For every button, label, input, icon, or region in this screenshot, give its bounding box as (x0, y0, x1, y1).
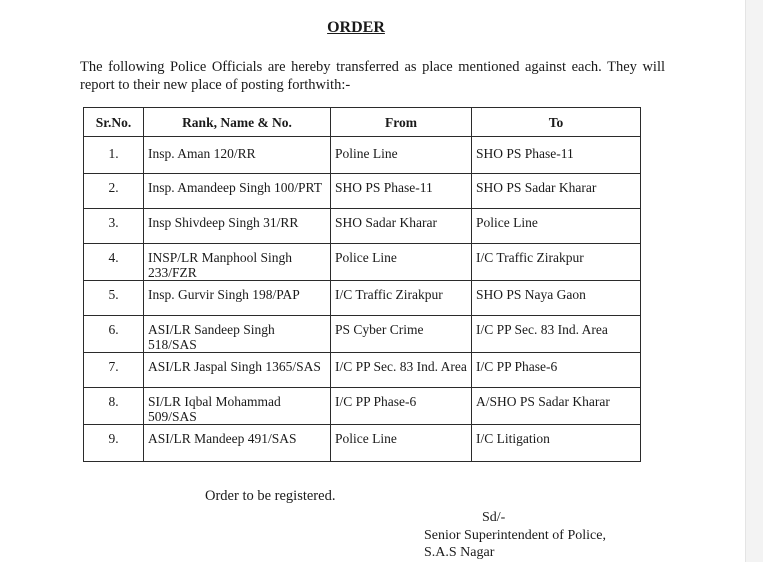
cell-to: Police Line (472, 209, 641, 244)
cell-rank-name: Insp. Aman 120/RR (144, 137, 331, 174)
cell-sr-no: 7. (84, 353, 144, 388)
cell-rank-name: INSP/LR Manphool Singh 233/FZR (144, 244, 331, 281)
cell-rank-name: ASI/LR Mandeep 491/SAS (144, 425, 331, 462)
intro-paragraph: The following Police Officials are hereby transferred as place mentioned against each. They will report to their new place of posting forthwith:- (80, 59, 665, 93)
cell-sr-no: 8. (84, 388, 144, 425)
cell-from: SHO PS Phase-11 (331, 174, 472, 209)
cell-to: SHO PS Phase-11 (472, 137, 641, 174)
cell-to: I/C PP Sec. 83 Ind. Area (472, 316, 641, 353)
header-rank-name: Rank, Name & No. (144, 108, 331, 137)
table-row (84, 209, 641, 244)
cell-sr-no: 5. (84, 281, 144, 316)
table-header-row (84, 108, 641, 137)
cell-from: I/C PP Sec. 83 Ind. Area (331, 353, 472, 388)
cell-to: SHO PS Naya Gaon (472, 281, 641, 316)
cell-rank-name: SI/LR Iqbal Mohammad 509/SAS (144, 388, 331, 425)
page-edge (745, 0, 763, 562)
cell-from: SHO Sadar Kharar (331, 209, 472, 244)
cell-rank-name: ASI/LR Jaspal Singh 1365/SAS (144, 353, 331, 388)
cell-rank-name: ASI/LR Sandeep Singh 518/SAS (144, 316, 331, 353)
cell-rank-name: Insp Shivdeep Singh 31/RR (144, 209, 331, 244)
cell-sr-no: 3. (84, 209, 144, 244)
table-row (84, 174, 641, 209)
cell-to: I/C Litigation (472, 425, 641, 462)
table-row (84, 281, 641, 316)
cell-to: I/C PP Phase-6 (472, 353, 641, 388)
cell-rank-name: Insp. Amandeep Singh 100/PRT (144, 174, 331, 209)
cell-sr-no: 4. (84, 244, 144, 281)
table-row (84, 244, 641, 281)
table-row (84, 137, 641, 174)
signature-sd: Sd/- (482, 510, 506, 525)
cell-to: I/C Traffic Zirakpur (472, 244, 641, 281)
transfer-table (83, 107, 641, 462)
cell-from: Police Line (331, 425, 472, 462)
cell-from: I/C PP Phase-6 (331, 388, 472, 425)
table-row (84, 425, 641, 462)
signatory-designation: Senior Superintendent of Police, (424, 528, 606, 543)
document-title: ORDER (327, 19, 385, 36)
cell-sr-no: 6. (84, 316, 144, 353)
cell-sr-no: 9. (84, 425, 144, 462)
header-from: From (331, 108, 472, 137)
table-row (84, 353, 641, 388)
signatory-location: S.A.S Nagar (424, 545, 495, 560)
registration-note: Order to be registered. (205, 488, 336, 504)
table-row (84, 388, 641, 425)
cell-from: PS Cyber Crime (331, 316, 472, 353)
header-sr-no: Sr.No. (84, 108, 144, 137)
cell-to: A/SHO PS Sadar Kharar (472, 388, 641, 425)
cell-from: Poline Line (331, 137, 472, 174)
cell-from: I/C Traffic Zirakpur (331, 281, 472, 316)
cell-from: Police Line (331, 244, 472, 281)
cell-sr-no: 2. (84, 174, 144, 209)
table-row (84, 316, 641, 353)
header-to: To (472, 108, 641, 137)
cell-sr-no: 1. (84, 137, 144, 174)
cell-to: SHO PS Sadar Kharar (472, 174, 641, 209)
cell-rank-name: Insp. Gurvir Singh 198/PAP (144, 281, 331, 316)
